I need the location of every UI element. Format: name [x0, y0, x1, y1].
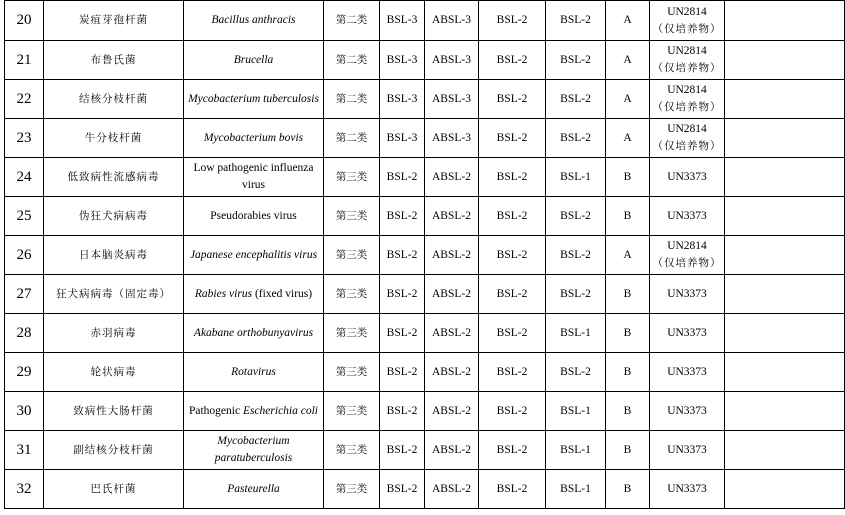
- packaging-class: B: [606, 275, 650, 314]
- containment-level-1: BSL-2: [479, 1, 546, 41]
- packaging-class: A: [606, 80, 650, 119]
- hazard-category: 第三类: [324, 431, 380, 470]
- scientific-name-line: [186, 403, 321, 420]
- scientific-name-line: [186, 52, 321, 69]
- containment-level-1: BSL-2: [479, 119, 546, 158]
- chinese-name: 赤羽病毒: [44, 314, 184, 353]
- containment-level-2: BSL-2: [546, 1, 606, 41]
- animal-lab-level: ABSL-2: [425, 470, 479, 509]
- un-code: UN3373: [667, 170, 707, 183]
- hazard-category: 第二类: [324, 41, 380, 80]
- un-code: UN3373: [667, 209, 707, 222]
- packaging-class: A: [606, 119, 650, 158]
- un-number: [650, 1, 725, 41]
- scientific-name: [184, 275, 324, 314]
- containment-level-1: BSL-2: [479, 80, 546, 119]
- un-number: [650, 392, 725, 431]
- remarks: [725, 392, 845, 431]
- scientific-name-line: [186, 433, 321, 450]
- scientific-name-line: [186, 364, 321, 381]
- animal-lab-level: ABSL-3: [425, 41, 479, 80]
- containment-level-1: BSL-2: [479, 41, 546, 80]
- lab-level: BSL-2: [380, 197, 425, 236]
- packaging-class: B: [606, 314, 650, 353]
- un-note: （仅培养物）: [652, 140, 722, 152]
- table-row: [5, 275, 845, 314]
- remarks: [725, 236, 845, 275]
- hazard-category: 第三类: [324, 353, 380, 392]
- lab-level: BSL-3: [380, 1, 425, 41]
- chinese-name: 巴氏杆菌: [44, 470, 184, 509]
- un-code: UN2814: [667, 45, 707, 57]
- chinese-name: 副结核分枝杆菌: [44, 431, 184, 470]
- row-number: 32: [5, 470, 44, 509]
- scientific-name: [184, 158, 324, 197]
- hazard-category: 第三类: [324, 197, 380, 236]
- scientific-name-part: Bacillus anthracis: [211, 14, 296, 26]
- remarks: [725, 470, 845, 509]
- scientific-name-part: (fixed virus): [252, 287, 313, 300]
- containment-level-2: BSL-1: [546, 314, 606, 353]
- remarks: [725, 41, 845, 80]
- un-note: （仅培养物）: [652, 62, 722, 74]
- packaging-class: B: [606, 431, 650, 470]
- un-number: [650, 314, 725, 353]
- row-number: 29: [5, 353, 44, 392]
- lab-level: BSL-3: [380, 41, 425, 80]
- scientific-name-line: [186, 247, 321, 264]
- lab-level: BSL-2: [380, 314, 425, 353]
- table-row: [5, 41, 845, 80]
- animal-lab-level: ABSL-3: [425, 1, 479, 41]
- scientific-name-part: Pasteurella: [227, 482, 280, 495]
- hazard-category: 第三类: [324, 470, 380, 509]
- hazard-category: 第二类: [324, 119, 380, 158]
- lab-level: BSL-2: [380, 158, 425, 197]
- containment-level-2: BSL-1: [546, 158, 606, 197]
- scientific-name-line: [186, 286, 321, 303]
- containment-level-2: BSL-2: [546, 119, 606, 158]
- scientific-name: [184, 431, 324, 470]
- animal-lab-level: ABSL-2: [425, 314, 479, 353]
- packaging-class: B: [606, 470, 650, 509]
- row-number: 20: [5, 1, 44, 41]
- row-number: 28: [5, 314, 44, 353]
- packaging-class: A: [606, 1, 650, 41]
- chinese-name: 致病性大肠杆菌: [44, 392, 184, 431]
- scientific-name-part: Pathogenic: [188, 404, 243, 417]
- remarks: [725, 158, 845, 197]
- scientific-name: [184, 41, 324, 80]
- hazard-category: 第三类: [324, 275, 380, 314]
- un-number: [650, 80, 725, 119]
- scientific-name-part: Rabies virus: [194, 287, 253, 300]
- chinese-name: 轮状病毒: [44, 353, 184, 392]
- containment-level-1: BSL-2: [479, 275, 546, 314]
- row-number: 30: [5, 392, 44, 431]
- packaging-class: A: [606, 236, 650, 275]
- packaging-class: B: [606, 158, 650, 197]
- pathogen-table: [4, 0, 845, 509]
- scientific-name-line-2: virus: [242, 179, 265, 191]
- un-code: UN3373: [667, 443, 707, 456]
- row-number: 31: [5, 431, 44, 470]
- un-note: （仅培养物）: [652, 22, 722, 35]
- containment-level-1: BSL-2: [479, 197, 546, 236]
- remarks: [725, 314, 845, 353]
- row-number: 21: [5, 41, 44, 80]
- table-row: [5, 1, 845, 41]
- chinese-name: 日本脑炎病毒: [44, 236, 184, 275]
- row-number: 22: [5, 80, 44, 119]
- un-code: UN3373: [667, 365, 707, 378]
- scientific-name: [184, 1, 324, 41]
- containment-level-1: BSL-2: [479, 158, 546, 197]
- lab-level: BSL-2: [380, 353, 425, 392]
- un-number: [650, 431, 725, 470]
- containment-level-1: BSL-2: [479, 392, 546, 431]
- packaging-class: B: [606, 353, 650, 392]
- table-row: [5, 392, 845, 431]
- animal-lab-level: ABSL-2: [425, 236, 479, 275]
- animal-lab-level: ABSL-3: [425, 80, 479, 119]
- containment-level-2: BSL-1: [546, 470, 606, 509]
- table-row: [5, 158, 845, 197]
- un-number: [650, 353, 725, 392]
- un-code: UN2814: [667, 5, 707, 18]
- row-number: 27: [5, 275, 44, 314]
- scientific-name-part: Rotavirus: [231, 365, 276, 378]
- scientific-name: [184, 470, 324, 509]
- table-row: [5, 197, 845, 236]
- un-note: （仅培养物）: [652, 101, 722, 113]
- scientific-name-part: Mycobacterium bovis: [203, 131, 304, 144]
- remarks: [725, 119, 845, 158]
- table-row: [5, 353, 845, 392]
- containment-level-1: BSL-2: [479, 314, 546, 353]
- un-code: UN3373: [667, 326, 707, 339]
- un-note: （仅培养物）: [652, 257, 722, 269]
- scientific-name-line: [186, 481, 321, 498]
- scientific-name-line: [186, 130, 321, 147]
- scientific-name: [184, 314, 324, 353]
- un-number: [650, 41, 725, 80]
- containment-level-2: BSL-2: [546, 353, 606, 392]
- containment-level-1: BSL-2: [479, 431, 546, 470]
- scientific-name: [184, 197, 324, 236]
- animal-lab-level: ABSL-2: [425, 158, 479, 197]
- lab-level: BSL-3: [380, 80, 425, 119]
- animal-lab-level: ABSL-2: [425, 197, 479, 236]
- chinese-name: 狂犬病病毒（固定毒）: [44, 275, 184, 314]
- lab-level: BSL-2: [380, 236, 425, 275]
- hazard-category: 第三类: [324, 392, 380, 431]
- scientific-name-line: [186, 325, 321, 342]
- containment-level-2: BSL-2: [546, 80, 606, 119]
- table-row: [5, 314, 845, 353]
- animal-lab-level: ABSL-2: [425, 431, 479, 470]
- chinese-name: 炭疽芽孢杆菌: [44, 1, 184, 41]
- hazard-category: 第二类: [324, 80, 380, 119]
- lab-level: BSL-2: [380, 275, 425, 314]
- lab-level: BSL-2: [380, 470, 425, 509]
- table-body: [5, 1, 845, 509]
- scientific-name-line-2: paratuberculosis: [214, 452, 293, 464]
- scientific-name: [184, 119, 324, 158]
- containment-level-1: BSL-2: [479, 236, 546, 275]
- scientific-name: [184, 80, 324, 119]
- scientific-name: [184, 353, 324, 392]
- scientific-name-line: [186, 12, 321, 29]
- un-code: UN2814: [667, 240, 707, 252]
- scientific-name-part: Akabane orthobunyavirus: [193, 326, 314, 339]
- row-number: 23: [5, 119, 44, 158]
- remarks: [725, 353, 845, 392]
- scientific-name-part: Mycobacterium tuberculosis: [188, 92, 319, 105]
- chinese-name: 牛分枝杆菌: [44, 119, 184, 158]
- un-code: UN3373: [667, 287, 707, 300]
- un-code: UN2814: [667, 84, 707, 96]
- scientific-name-line: [186, 91, 321, 108]
- scientific-name-part: Brucella: [233, 53, 274, 66]
- hazard-category: 第二类: [324, 1, 380, 41]
- remarks: [725, 197, 845, 236]
- hazard-category: 第三类: [324, 236, 380, 275]
- packaging-class: A: [606, 41, 650, 80]
- lab-level: BSL-2: [380, 392, 425, 431]
- animal-lab-level: ABSL-3: [425, 119, 479, 158]
- animal-lab-level: ABSL-2: [425, 392, 479, 431]
- packaging-class: B: [606, 197, 650, 236]
- table-row: [5, 470, 845, 509]
- containment-level-2: BSL-2: [546, 197, 606, 236]
- hazard-category: 第三类: [324, 314, 380, 353]
- table-row: [5, 431, 845, 470]
- chinese-name: 低致病性流感病毒: [44, 158, 184, 197]
- scientific-name-part: Japanese encephalitis virus: [189, 248, 318, 261]
- chinese-name: 结核分枝杆菌: [44, 80, 184, 119]
- packaging-class: B: [606, 392, 650, 431]
- scientific-name: [184, 392, 324, 431]
- table-row: [5, 236, 845, 275]
- containment-level-1: BSL-2: [479, 470, 546, 509]
- table-row: [5, 119, 845, 158]
- un-number: [650, 197, 725, 236]
- scientific-name-line: [186, 208, 321, 225]
- lab-level: BSL-3: [380, 119, 425, 158]
- un-number: [650, 275, 725, 314]
- remarks: [725, 275, 845, 314]
- lab-level: BSL-2: [380, 431, 425, 470]
- containment-level-1: BSL-2: [479, 353, 546, 392]
- containment-level-2: BSL-1: [546, 431, 606, 470]
- un-code: UN2814: [667, 123, 707, 135]
- hazard-category: 第三类: [324, 158, 380, 197]
- scientific-name: [184, 236, 324, 275]
- containment-level-2: BSL-2: [546, 236, 606, 275]
- scientific-name-line: [186, 160, 321, 177]
- animal-lab-level: ABSL-2: [425, 353, 479, 392]
- remarks: [725, 80, 845, 119]
- un-number: [650, 119, 725, 158]
- containment-level-2: BSL-2: [546, 275, 606, 314]
- remarks: [725, 431, 845, 470]
- scientific-name-part: Escherichia coli: [242, 404, 319, 417]
- row-number: 26: [5, 236, 44, 275]
- un-number: [650, 470, 725, 509]
- containment-level-2: BSL-1: [546, 392, 606, 431]
- scientific-name-part: Mycobacterium: [217, 435, 290, 447]
- remarks: [725, 1, 845, 41]
- un-number: [650, 236, 725, 275]
- un-code: UN3373: [667, 404, 707, 417]
- chinese-name: 布鲁氏菌: [44, 41, 184, 80]
- un-code: UN3373: [667, 482, 707, 495]
- chinese-name: 伪狂犬病病毒: [44, 197, 184, 236]
- row-number: 25: [5, 197, 44, 236]
- scientific-name-part: Pseudorabies virus: [210, 209, 297, 222]
- table-row: [5, 80, 845, 119]
- animal-lab-level: ABSL-2: [425, 275, 479, 314]
- un-number: [650, 158, 725, 197]
- scientific-name-part: Low pathogenic influenza: [193, 162, 314, 174]
- containment-level-2: BSL-2: [546, 41, 606, 80]
- row-number: 24: [5, 158, 44, 197]
